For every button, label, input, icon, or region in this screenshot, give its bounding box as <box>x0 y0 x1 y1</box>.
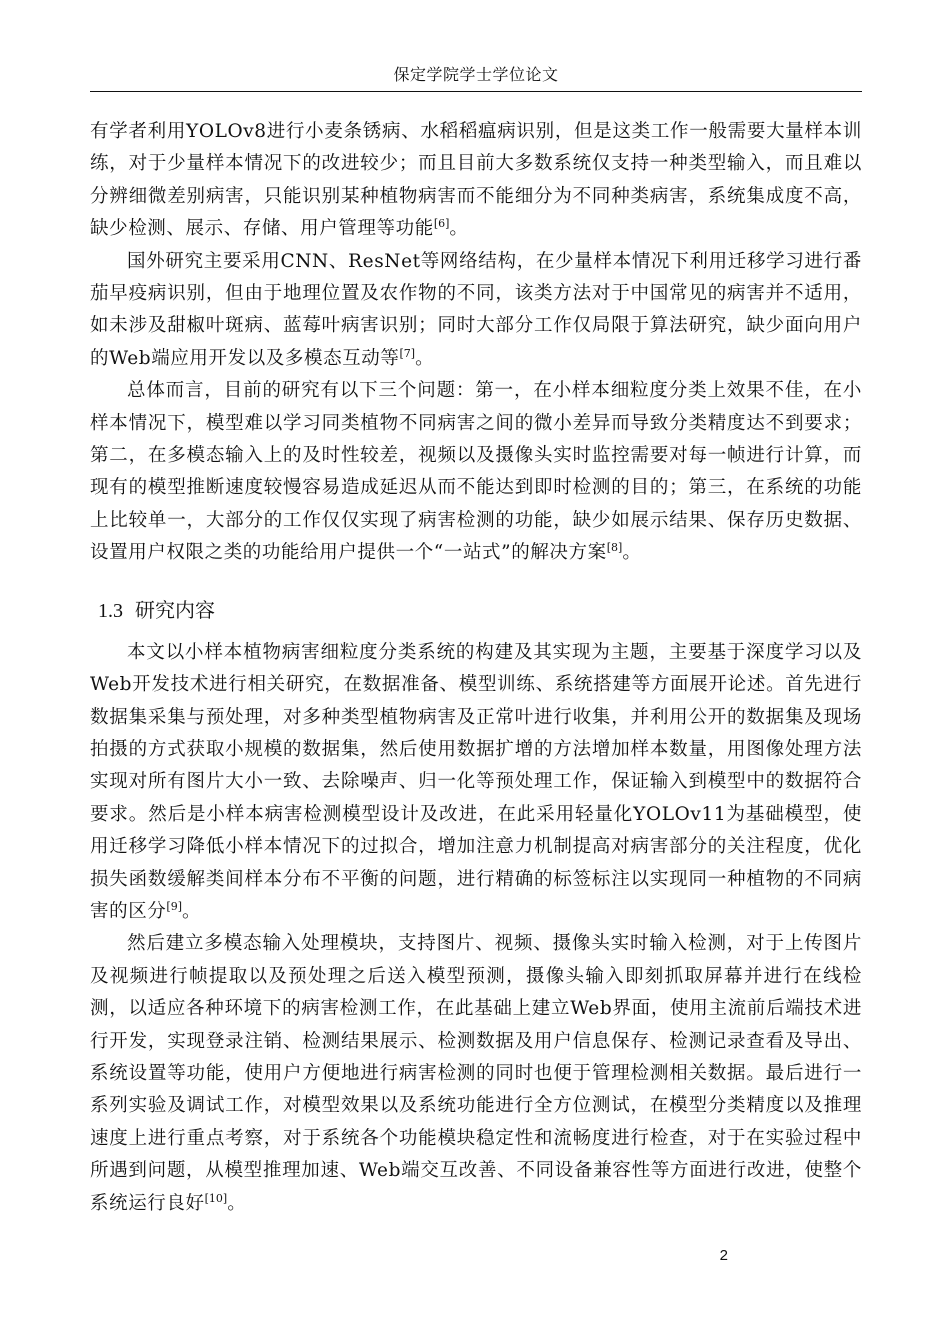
citation-ref: [7] <box>399 346 416 360</box>
paragraph-end: 。 <box>449 218 469 240</box>
paragraph-end: 。 <box>415 347 435 369</box>
citation-ref: [6] <box>433 217 450 231</box>
paragraph-continuation <box>90 116 862 246</box>
section-title: 研究内容 <box>135 597 215 622</box>
paragraph-text: 本文以小样本植物病害细粒度分类系统的构建及其实现为主题，主要基于深度学习以及Web开发技术进行相关研究，在数据准备、模型训练、系统搭建等方面展开论述。首先进行数据集采集与预处理，对多种类型植物病害及正常叶进行收集，并利用公开的数据集及现场拍摄的方式获取小规模的数据集，然后使用数据扩增的方法增加样本数量，用图像处理方法实现对所有图片大小一致、去除噪声、归一化等预处理工作，保证输入到模型中的数据符合要求。然后是小样本病害检测模型设计及改进，在此采用轻量化YOLOv11为基础模型，使用迁移学习降低小样本情况下的过拟合，增加注意力机制提高对病害部分的关注程度，优化损失函数缓解类间样本分布不平衡的问题，进行精确的标签标注以实现同一种植物的不同病害的区分 <box>90 641 862 922</box>
citation-ref: [9] <box>166 899 182 913</box>
paragraph-foreign-research <box>90 246 862 376</box>
paragraph-multimodal-system <box>90 928 862 1220</box>
running-header: 保定学院学士学位论文 <box>393 65 559 84</box>
paragraph-end: 。 <box>182 900 202 922</box>
citation-ref: [8] <box>606 541 623 555</box>
paragraph-research-content <box>90 637 862 929</box>
section-heading <box>98 596 862 625</box>
citation-ref: [10] <box>204 1191 228 1205</box>
paragraph-text: 国外研究主要采用CNN、ResNet等网络结构，在少量样本情况下利用迁移学习进行番茄早疫病识别，但由于地理位置及农作物的不同，该类方法对于中国常见的病害并不适用，如未涉及甜椒叶斑病、蓝莓叶病害识别；同时大部分工作仅局限于算法研究，缺少面向用户的Web端应用开发以及多模态互动等 <box>90 250 862 369</box>
body-content <box>90 116 862 1220</box>
paragraph-text: 有学者利用YOLOv8进行小麦条锈病、水稻稻瘟病识别，但是这类工作一般需要大量样本训练，对于少量样本情况下的改进较少；而且目前大多数系统仅支持一种类型输入，而且难以分辨细微差别病害，只能识别某种植物病害而不能细分为不同种类病害，系统集成度不高，缺少检测、展示、存储、用户管理等功能 <box>90 121 862 240</box>
paragraph-end: 。 <box>622 542 642 564</box>
paragraph-summary <box>90 375 862 569</box>
paragraph-end: 。 <box>227 1192 247 1214</box>
page-number: 2 <box>719 1247 728 1264</box>
section-number: 1.3 <box>98 599 123 622</box>
paragraph-text: 然后建立多模态输入处理模块，支持图片、视频、摄像头实时输入检测，对于上传图片及视频进行帧提取以及预处理之后送入模型预测，摄像头输入即刻抓取屏幕并进行在线检测，以适应各种环境下的病害检测工作，在此基础上建立Web界面，使用主流前后端技术进行开发，实现登录注销、检测结果展示、检测数据及用户信息保存、检测记录查看及导出、系统设置等功能，使用户方便地进行病害检测的同时也便于管理检测相关数据。最后进行一系列实验及调试工作，对模型效果以及系统功能进行全方位测试，在模型分类精度以及推理速度上进行重点考察，对于系统各个功能模块稳定性和流畅度进行检查，对于在实验过程中所遇到问题，从模型推理加速、Web端交互改善、不同设备兼容性等方面进行改进，使整个系统运行良好 <box>90 933 862 1214</box>
paragraph-text: 总体而言，目前的研究有以下三个问题：第一，在小样本细粒度分类上效果不佳，在小样本情况下，模型难以学习同类植物不同病害之间的微小差异而导致分类精度达不到要求；第二，在多模态输入上的及时性较差，视频以及摄像头实时监控需要对每一帧进行计算，而现有的模型推断速度较慢容易造成延迟从而不能达到即时检测的目的；第三，在系统的功能上比较单一，大部分的工作仅仅实现了病害检测的功能，缺少如展示结果、保存历史数据、设置用户权限之类的功能给用户提供一个“一站式”的解决方案 <box>90 380 862 564</box>
header-rule <box>90 91 862 92</box>
